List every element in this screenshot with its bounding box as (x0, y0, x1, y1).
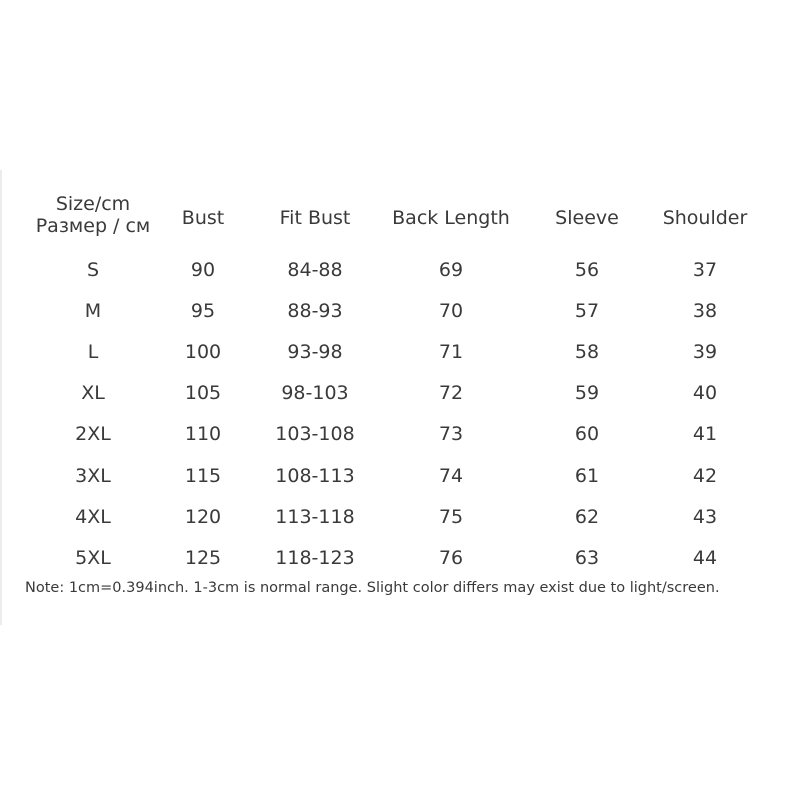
column-header-text: Shoulder (662, 207, 748, 229)
column-header-text: Размер / см (35, 215, 151, 237)
cell-value: 58 (574, 340, 600, 363)
cell-bust (148, 249, 259, 290)
cell-sleeve (519, 373, 646, 414)
cell-value: 43 (692, 505, 718, 528)
column-header-text: Fit Bust (279, 207, 351, 229)
cell-fit-bust (259, 455, 383, 496)
cell-sleeve (519, 249, 646, 290)
column-header-sleeve (519, 187, 646, 249)
cell-shoulder (646, 331, 800, 372)
cell-value: L (87, 340, 99, 363)
cell-value: 5XL (75, 546, 111, 569)
column-header-size (0, 187, 151, 249)
cell-value: 125 (184, 546, 222, 569)
cell-fit-bust (259, 537, 383, 578)
cell-value: 57 (574, 299, 600, 322)
table-row (0, 331, 800, 372)
cell-sleeve (519, 414, 646, 455)
cell-bust (148, 373, 259, 414)
cell-value: 61 (574, 464, 600, 487)
cell-value: 74 (438, 464, 464, 487)
cell-value: 73 (438, 423, 464, 446)
cell-value: 3XL (75, 464, 111, 487)
cell-back-length (383, 290, 519, 331)
cell-value: 98-103 (281, 382, 349, 405)
cell-fit-bust (259, 496, 383, 537)
cell-value: 42 (692, 464, 718, 487)
table-row (0, 249, 800, 290)
cell-back-length (383, 373, 519, 414)
cell-sleeve (519, 496, 646, 537)
column-header-text: Bust (181, 207, 225, 229)
cell-fit-bust (259, 290, 383, 331)
table-row (0, 414, 800, 455)
cell-size (0, 414, 148, 455)
cell-value: 4XL (75, 505, 111, 528)
cell-value: 37 (692, 258, 718, 281)
cell-value: 93-98 (287, 340, 343, 363)
cell-value: 103-108 (275, 423, 355, 446)
cell-value: 120 (184, 505, 222, 528)
cell-sleeve (519, 537, 646, 578)
cell-sleeve (519, 331, 646, 372)
cell-value: 72 (438, 382, 464, 405)
cell-back-length (383, 537, 519, 578)
size-table (0, 187, 800, 579)
cell-shoulder (646, 290, 800, 331)
cell-value: 88-93 (287, 299, 343, 322)
cell-value: 63 (574, 546, 600, 569)
cell-value: 76 (438, 546, 464, 569)
cell-bust (148, 290, 259, 331)
cell-shoulder (646, 414, 800, 455)
cell-size (0, 537, 148, 578)
column-header-text: Sleeve (555, 207, 619, 229)
cell-shoulder (646, 496, 800, 537)
cell-value: 69 (438, 258, 464, 281)
cell-shoulder (646, 249, 800, 290)
column-header-text: Size/cm (55, 193, 131, 215)
cell-value: 75 (438, 505, 464, 528)
cell-value: 60 (574, 423, 600, 446)
cell-back-length (383, 249, 519, 290)
size-note: Note: 1cm=0.394inch. 1-3cm is normal range. Slight color differs may exist due to light/screen. (25, 580, 720, 596)
cell-size (0, 455, 148, 496)
cell-value: 90 (190, 258, 216, 281)
cell-fit-bust (259, 414, 383, 455)
cell-value: 105 (184, 382, 222, 405)
cell-size (0, 249, 148, 290)
cell-value: 39 (692, 340, 718, 363)
cell-back-length (383, 331, 519, 372)
cell-back-length (383, 414, 519, 455)
cell-shoulder (646, 373, 800, 414)
cell-size (0, 496, 148, 537)
cell-value: 41 (692, 423, 718, 446)
cell-value: 95 (190, 299, 216, 322)
cell-value: 62 (574, 505, 600, 528)
cell-value: 70 (438, 299, 464, 322)
cell-value: 110 (184, 423, 222, 446)
cell-shoulder (646, 455, 800, 496)
cell-bust (148, 455, 259, 496)
cell-value: 115 (184, 464, 222, 487)
cell-value: 71 (438, 340, 464, 363)
cell-value: 2XL (75, 423, 111, 446)
cell-size (0, 331, 148, 372)
cell-shoulder (646, 537, 800, 578)
cell-sleeve (519, 455, 646, 496)
cell-back-length (383, 496, 519, 537)
table-row (0, 496, 800, 537)
table-row (0, 290, 800, 331)
cell-value: 108-113 (275, 464, 355, 487)
cell-bust (148, 496, 259, 537)
cell-value: 38 (692, 299, 718, 322)
cell-fit-bust (259, 373, 383, 414)
cell-size (0, 373, 148, 414)
cell-value: 113-118 (275, 505, 355, 528)
cell-value: 118-123 (275, 546, 355, 569)
cell-value: 44 (692, 546, 718, 569)
cell-bust (148, 537, 259, 578)
column-header-text: Back Length (392, 207, 510, 229)
cell-back-length (383, 455, 519, 496)
cell-size (0, 290, 148, 331)
cell-sleeve (519, 290, 646, 331)
cell-bust (148, 414, 259, 455)
cell-fit-bust (259, 249, 383, 290)
table-row (0, 537, 800, 578)
column-header-fit-bust (259, 187, 383, 249)
table-row (0, 455, 800, 496)
cell-value: M (84, 299, 102, 322)
table-row (0, 373, 800, 414)
cell-value: S (86, 258, 100, 281)
cell-bust (148, 331, 259, 372)
cell-value: 100 (184, 340, 222, 363)
cell-value: 56 (574, 258, 600, 281)
column-header-shoulder (646, 187, 800, 249)
cell-value: XL (81, 382, 105, 405)
cell-value: 59 (574, 382, 600, 405)
table-body (0, 249, 800, 579)
cell-fit-bust (259, 331, 383, 372)
cell-value: 84-88 (287, 258, 343, 281)
cell-value: 40 (692, 382, 718, 405)
column-header-back-length (383, 187, 519, 249)
table-header-row (0, 187, 800, 249)
